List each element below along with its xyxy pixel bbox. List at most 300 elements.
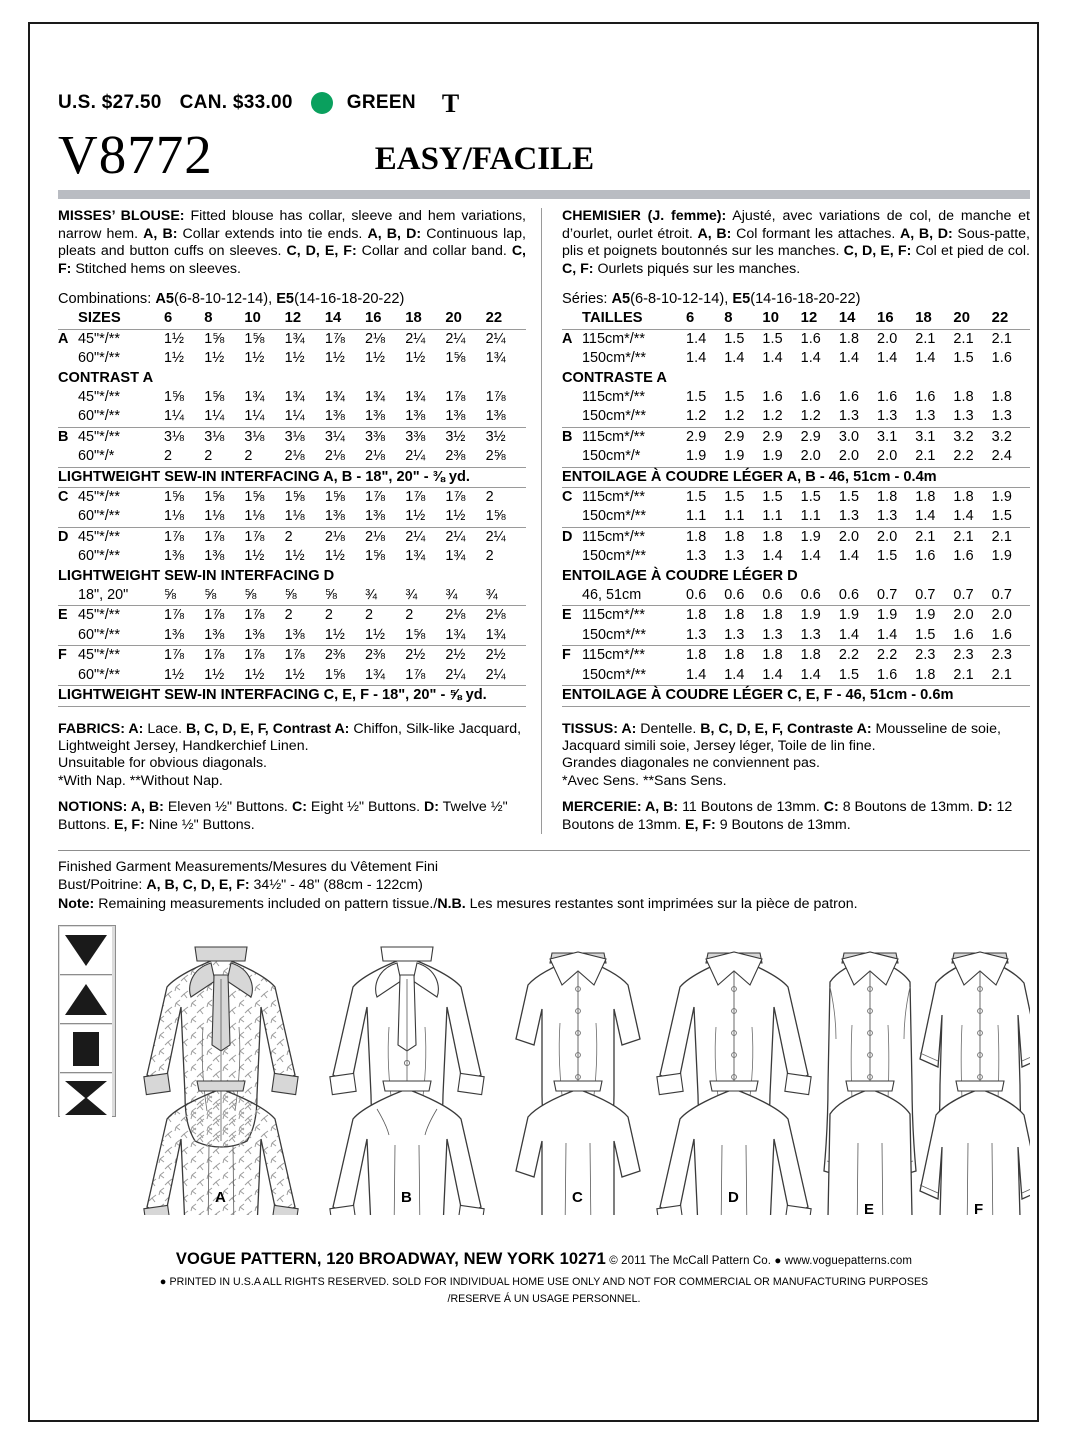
yardage-value: 2.1	[915, 330, 936, 347]
yardage-value: 1.8	[686, 527, 724, 547]
yardage-value: 2.0	[953, 606, 991, 626]
yardage-row	[562, 606, 1030, 626]
yardage-value: 1.4	[915, 508, 936, 525]
yardage-value: 1.5	[686, 389, 707, 405]
yardage-value: 1.8	[686, 646, 724, 666]
yardage-row	[58, 666, 526, 686]
yardage-value: 2¼	[405, 527, 445, 547]
yardage-row	[562, 507, 1030, 527]
yardage-value: 1½	[244, 350, 265, 367]
yardage-band-row	[562, 686, 1030, 706]
yardage-value: 1¾	[244, 389, 265, 405]
yardage-value: ¾	[405, 587, 418, 604]
fabric-width: 115cm*/**	[582, 527, 686, 547]
yardage-value: 1.8	[953, 389, 974, 405]
yardage-value: 1⅜	[164, 548, 185, 565]
yardage-value: 1.6	[953, 548, 974, 565]
yardage-value: 1½	[164, 350, 185, 367]
pattern-number: V8772	[58, 124, 213, 186]
yardage-value: 1⅝	[244, 330, 265, 347]
view-label-d: D	[728, 1189, 739, 1207]
yardage-row	[58, 407, 526, 427]
fabric-width: 115cm*/**	[582, 330, 645, 347]
yardage-value: 1⅝	[204, 330, 225, 347]
yardage-value: 1.4	[762, 666, 783, 683]
english-fabrics: FABRICS: A: Lace. B, C, D, E, F, Contrast A: Chiffon, Silk-like Jacquard, Lightweight Jersey, Handkerchief Linen. Unsuitable for obvious diagonals. *With Nap. **Without Nap.	[58, 720, 522, 789]
view-letter	[58, 507, 78, 527]
band-label: LIGHTWEIGHT SEW-IN INTERFACING C, E, F - 18", 20" - ⅝ yd.	[58, 686, 526, 706]
yardage-value: 2⅛	[365, 527, 405, 547]
yardage-value: 1.6	[991, 626, 1012, 643]
yardage-value: 1.3	[915, 408, 936, 425]
yardage-value: 1⅛	[164, 508, 185, 525]
yardage-value: 1.3	[724, 548, 745, 565]
french-fabrics: TISSUS: A: Dentelle. B, C, D, E, F, Contraste A: Mousseline de soie, Jacquard simili soie, Jersey léger, Toile de lin fine. Grandes diagonales ne conviennent pas. *Avec Sens. **Sans Sens.	[562, 720, 1001, 789]
fabric-width: 115cm*/**	[582, 489, 645, 506]
yardage-value: 2½	[445, 646, 485, 666]
view-letter: C	[58, 489, 69, 506]
hourglass-icon	[65, 1081, 107, 1115]
yardage-value: 1.4	[800, 666, 821, 683]
yardage-value: ¾	[365, 587, 378, 604]
size-header-10: 10	[762, 309, 800, 329]
yardage-value: 1¾	[284, 389, 305, 405]
view-letter	[562, 507, 582, 527]
yardage-value: 2⅜	[365, 646, 405, 666]
yardage-value: 1⅞	[365, 489, 386, 506]
yardage-value: 0.7	[915, 587, 936, 604]
yardage-value: 1⅝	[485, 508, 506, 525]
yardage-value: 2⅛	[284, 448, 305, 465]
yardage-value: 1¾	[324, 389, 345, 405]
yardage-value: 3.2	[992, 427, 1030, 447]
yardage-value: 1.4	[724, 666, 745, 683]
yardage-value: 2	[325, 606, 365, 626]
size-header-8: 8	[204, 309, 244, 329]
yardage-value: 1.3	[686, 626, 707, 643]
yardage-value: 1½	[284, 350, 305, 367]
yardage-value: 1⅝	[284, 489, 305, 506]
yardage-value: 1½	[365, 350, 386, 367]
yardage-row	[562, 407, 1030, 427]
yardage-value: 1⅞	[445, 489, 466, 506]
yardage-sub-row	[58, 369, 526, 388]
yardage-value: 1¾	[445, 626, 466, 643]
yardage-value: 1½	[324, 548, 345, 565]
fabric-width: 150cm*/**	[582, 508, 646, 525]
yardage-value: 1.1	[724, 508, 745, 525]
yardage-value: 1.5	[800, 489, 821, 506]
yardage-value: 0.7	[953, 587, 974, 604]
yardage-value: 1½	[244, 548, 265, 565]
view-letter	[58, 626, 78, 646]
yardage-value: 1.3	[800, 626, 821, 643]
yardage-value: 2⅛	[324, 448, 345, 465]
yardage-row	[562, 349, 1030, 368]
yardage-value: 2.2	[953, 448, 974, 465]
symbol-key-box	[58, 925, 116, 1117]
view-letter: B	[58, 427, 78, 447]
content-area	[58, 88, 1031, 1219]
yardage-value: 2.1	[991, 330, 1012, 347]
english-description: MISSES’ BLOUSE: Fitted blouse has collar, sleeve and hem variations, narrow hem. A, B: Collar extends into tie ends. A, B, D: Continuous lap, pleats and button cuffs on sleeves. C, D, E, F: Collar and collar band. C, F: Stitched hems on sleeves.	[58, 208, 526, 277]
yardage-value: 1.3	[762, 626, 783, 643]
yardage-value: 1⅝	[324, 666, 345, 683]
yardage-value: 1.5	[838, 666, 860, 683]
yardage-row	[58, 349, 526, 368]
size-header-16: 16	[877, 309, 915, 329]
yardage-value: 0.6	[686, 587, 707, 604]
yardage-value: 1.3	[877, 408, 898, 425]
yardage-value: 0.7	[877, 587, 898, 604]
yardage-value: 1.8	[838, 330, 860, 347]
yardage-value: 1⅞	[204, 606, 244, 626]
view-label-f: F	[974, 1201, 984, 1219]
yardage-value: 1.8	[724, 646, 762, 666]
yardage-row	[58, 488, 526, 508]
yardage-value: 2	[285, 606, 325, 626]
yardage-value: 3¼	[325, 427, 365, 447]
yardage-value: 1½	[284, 666, 305, 683]
yardage-value: 1.6	[877, 389, 898, 405]
yardage-value: 1⅜	[244, 626, 265, 643]
yardage-value: 1⅜	[284, 626, 305, 643]
fabric-width: 45"*/**	[78, 389, 120, 405]
view-letter: D	[562, 527, 582, 547]
size-header-14: 14	[839, 309, 877, 329]
yardage-value: 1.4	[686, 350, 707, 367]
column-divider	[541, 208, 542, 834]
yardage-value: 2⅛	[445, 606, 485, 626]
yardage-value: 1.4	[724, 350, 745, 367]
size-header-18: 18	[405, 309, 445, 329]
yardage-value: 0.6	[762, 587, 783, 604]
view-label-c: C	[572, 1189, 583, 1207]
price-line	[58, 88, 1030, 118]
yardage-value: 1¾	[284, 330, 305, 347]
yardage-value: 2.0	[877, 527, 915, 547]
sub-label: CONTRASTE A	[562, 369, 667, 386]
fabric-width: 60"*/*	[78, 448, 115, 465]
yardage-value: 1⅞	[405, 666, 426, 683]
yardage-value: ¾	[485, 587, 498, 604]
yardage-value: 1.8	[953, 489, 974, 506]
yardage-value: 1.8	[915, 666, 936, 683]
yardage-value: 0.6	[724, 587, 745, 604]
yardage-value: 1¾	[405, 389, 426, 405]
yardage-value: ⅝	[244, 587, 257, 604]
yardage-row	[562, 388, 1030, 407]
yardage-value: 1½	[445, 508, 466, 525]
color-name: GREEN	[346, 92, 416, 113]
fabric-width: 150cm*/*	[582, 448, 641, 465]
fabric-width: 60"*/**	[78, 508, 120, 525]
garment-illustrations	[58, 923, 1030, 1219]
yardage-row	[58, 507, 526, 527]
fabric-width: 45"*/**	[78, 427, 164, 447]
fabric-width: 45"*/**	[78, 330, 120, 347]
yardage-value: 2¼	[445, 330, 466, 347]
view-letter	[58, 349, 78, 368]
fabric-width: 150cm*/**	[582, 350, 646, 367]
yardage-band-row	[562, 467, 1030, 487]
size-header-22: 22	[992, 309, 1030, 329]
yardage-value: 1.9	[801, 527, 839, 547]
yardage-value: 2.1	[991, 666, 1012, 683]
yardage-row	[58, 646, 526, 666]
yardage-value: 2	[244, 448, 253, 465]
us-price: U.S. $27.50	[58, 92, 162, 113]
fabric-width: 115cm*/**	[582, 606, 686, 626]
sub-label: LIGHTWEIGHT SEW-IN INTERFACING D	[58, 567, 335, 584]
yardage-value: 2.3	[992, 646, 1030, 666]
yardage-value: 2.2	[839, 646, 877, 666]
view-letter	[58, 586, 78, 606]
yardage-value: 1⅜	[445, 408, 466, 425]
yardage-value: 1⅛	[244, 508, 265, 525]
yardage-row	[58, 329, 526, 349]
yardage-value: 1⅜	[365, 508, 386, 525]
yardage-value: 1.2	[686, 408, 707, 425]
view-letter	[562, 666, 582, 686]
yardage-value: 1.4	[838, 350, 860, 367]
sizes-label: SIZES	[78, 309, 164, 329]
yardage-value: 1.5	[991, 508, 1012, 525]
view-letter: E	[58, 606, 78, 626]
yardage-value: 2	[285, 527, 325, 547]
yardage-value: 2.9	[762, 427, 800, 447]
yardage-band-row	[58, 467, 526, 487]
yardage-value: 0.6	[838, 587, 860, 604]
english-yardage-body	[58, 309, 526, 706]
can-price: CAN. $33.00	[179, 92, 293, 113]
yardage-value: 1⅞	[244, 606, 284, 626]
yardage-value: 1.4	[800, 548, 821, 565]
yardage-value: 1.5	[838, 489, 860, 506]
yardage-value: 1⅛	[284, 508, 305, 525]
yardage-value: 3⅛	[244, 427, 284, 447]
fabric-width: 60"*/**	[78, 350, 120, 367]
spacer-cell	[58, 309, 78, 329]
yardage-value: 1¾	[365, 666, 386, 683]
fabric-width: 45"*/**	[78, 646, 164, 666]
yardage-value: 1.9	[762, 448, 783, 465]
yardage-value: 3⅜	[405, 427, 445, 447]
yardage-value: 1.4	[686, 666, 707, 683]
fabric-width: 115cm*/**	[582, 427, 686, 447]
yardage-value: 3.0	[839, 427, 877, 447]
yardage-value: 0.6	[800, 587, 821, 604]
spacer-cell	[562, 309, 582, 329]
yardage-value: 1.2	[762, 408, 783, 425]
yardage-value: 1⅝	[324, 489, 345, 506]
view-label-b: B	[401, 1189, 412, 1207]
fabric-width: 150cm*/**	[582, 408, 646, 425]
yardage-value: 1.1	[762, 508, 783, 525]
yardage-value: 1⅞	[485, 389, 506, 405]
sub-label: CONTRAST A	[58, 369, 154, 386]
yardage-value: 2½	[405, 646, 445, 666]
yardage-value: 1.9	[877, 606, 915, 626]
yardage-value: 1½	[405, 350, 426, 367]
yardage-value: 1.2	[800, 408, 821, 425]
fabric-width: 115cm*/**	[582, 389, 645, 405]
yardage-value: 2.0	[992, 606, 1030, 626]
fabric-width: 150cm*/**	[582, 626, 646, 643]
yardage-value: 1.5	[724, 330, 745, 347]
title-row	[58, 124, 1030, 186]
size-header-18: 18	[915, 309, 953, 329]
yardage-value: 3⅜	[365, 427, 405, 447]
yardage-value: 2¼	[405, 330, 426, 347]
yardage-row	[58, 447, 526, 467]
yardage-value: 2.9	[724, 427, 762, 447]
yardage-value: 1⅜	[365, 408, 386, 425]
yardage-value: 2⅛	[486, 606, 526, 626]
yardage-value: 1.4	[686, 330, 707, 347]
yardage-value: 2.4	[991, 448, 1012, 465]
yardage-value: 2	[405, 606, 445, 626]
yardage-value: 1.3	[838, 408, 860, 425]
yardage-value: 1⅜	[204, 626, 225, 643]
yardage-value: 1.5	[953, 350, 974, 367]
yardage-value: 1⅝	[445, 350, 466, 367]
yardage-value: 1.6	[800, 389, 821, 405]
yardage-value: 1.4	[915, 350, 936, 367]
yardage-value: ⅝	[324, 587, 337, 604]
yardage-value: 1.9	[724, 448, 745, 465]
yardage-row	[562, 547, 1030, 566]
header-divider	[58, 190, 1030, 199]
yardage-value: 1.6	[915, 389, 936, 405]
yardage-row	[58, 427, 526, 447]
yardage-value: 2.1	[915, 527, 953, 547]
band-label: ENTOILAGE À COUDRE LÉGER A, B - 46, 51cm - 0.4m	[562, 467, 1030, 487]
footer-rights-text: PRINTED IN U.S.A ALL RIGHTS RESERVED. SOLD FOR INDIVIDUAL HOME USE ONLY AND NOT FOR COMMERCIAL OR MANUFACTURING PURPOSES	[169, 1276, 929, 1288]
view-letter	[562, 586, 582, 606]
yardage-value: 1.8	[915, 489, 936, 506]
fabric-width: 60"*/**	[78, 548, 120, 565]
yardage-value: 1.3	[724, 626, 745, 643]
view-letter: A	[562, 330, 573, 347]
yardage-value: 1⅞	[405, 489, 426, 506]
yardage-value: 2	[365, 606, 405, 626]
yardage-value: 1.6	[838, 389, 860, 405]
yardage-value: 1.6	[991, 350, 1012, 367]
yardage-value: 3⅛	[164, 427, 204, 447]
french-fabrics-notions	[562, 721, 1030, 834]
yardage-value: 1½	[284, 548, 305, 565]
yardage-value: 2¼	[486, 527, 526, 547]
yardage-value: 1½	[164, 666, 185, 683]
yardage-value: 2.1	[953, 330, 974, 347]
yardage-value: 1⅝	[365, 548, 386, 565]
yardage-row	[58, 547, 526, 566]
yardage-value: 1.8	[762, 527, 800, 547]
yardage-row	[58, 586, 526, 606]
size-header-16: 16	[365, 309, 405, 329]
yardage-value: 1⅝	[164, 489, 185, 506]
yardage-value: 1.2	[724, 408, 745, 425]
yardage-value: 2.0	[838, 448, 860, 465]
yardage-value: 1⅞	[164, 527, 204, 547]
yardage-value: 1.6	[800, 330, 821, 347]
french-notions: MERCERIE: A, B: 11 Boutons de 13mm. C: 8 Boutons de 13mm. D: 12 Boutons de 13mm. E, F: 9 Boutons de 13mm.	[562, 799, 1013, 833]
view-letter	[58, 547, 78, 566]
finished-bust: Bust/Poitrine: A, B, C, D, E, F: 34½" - 48" (88cm - 122cm)	[58, 877, 423, 894]
yardage-value: 1.6	[915, 548, 936, 565]
size-header-6: 6	[686, 309, 724, 329]
size-header-20: 20	[953, 309, 991, 329]
yardage-value: 1.4	[838, 626, 860, 643]
yardage-row	[562, 447, 1030, 467]
yardage-value: 1½	[164, 330, 185, 347]
yardage-value: 1.5	[762, 330, 783, 347]
french-combinations: Séries: A5(6-8-10-12-14), E5(14-16-18-20-22)	[562, 291, 861, 308]
fabric-width: 60"*/**	[78, 408, 120, 425]
yardage-value: 1.8	[762, 646, 800, 666]
fabric-width: 60"*/**	[78, 666, 120, 683]
yardage-value: 1⅝	[405, 626, 426, 643]
yardage-value: ⅝	[164, 587, 177, 604]
yardage-value: 2⅜	[445, 448, 466, 465]
yardage-value: 2¼	[485, 666, 506, 683]
yardage-value: 2.1	[953, 666, 974, 683]
yardage-row	[58, 388, 526, 407]
yardage-row	[58, 606, 526, 626]
yardage-value: 2.2	[877, 646, 915, 666]
yardage-value: 1.3	[838, 508, 860, 525]
yardage-value: 1.5	[724, 389, 745, 405]
triangle-down-icon	[65, 935, 107, 966]
yardage-value: 1.6	[953, 626, 974, 643]
yardage-value: 1.8	[724, 527, 762, 547]
yardage-value: 1½	[365, 626, 386, 643]
yardage-value: 1½	[204, 666, 225, 683]
yardage-value: 1.4	[800, 350, 821, 367]
yardage-value: 0.7	[991, 587, 1012, 604]
yardage-value: 1¾	[365, 389, 386, 405]
yardage-row	[562, 666, 1030, 686]
yardage-value: 1⅜	[485, 408, 506, 425]
yardage-value: 1.3	[953, 408, 974, 425]
french-description: CHEMISIER (J. femme): Ajusté, avec variations de col, de manche et d’ourlet, ourlet étroit. A, B: Col formant les attaches. A, B, D: Sous-patte, plis et poignets boutonnés sur les manches. C, D, E, F: Col et pied de col. C, F: Ourlets piqués sur les manches.	[562, 208, 1031, 277]
size-header-14: 14	[325, 309, 365, 329]
footer-company: VOGUE PATTERN, 120 BROADWAY, NEW YORK 10271 © 2011 The McCall Pattern Co. ● www.voguepatterns.com	[175, 1250, 913, 1268]
yardage-value: 1.9	[915, 606, 953, 626]
view-letter	[562, 349, 582, 368]
yardage-value: 2¼	[445, 527, 485, 547]
view-letter: A	[58, 330, 69, 347]
yardage-value: 2.0	[877, 330, 898, 347]
size-header-10: 10	[244, 309, 284, 329]
view-letter: E	[562, 606, 582, 626]
yardage-value: 3½	[445, 427, 485, 447]
yardage-value: 1⅝	[204, 489, 225, 506]
yardage-row	[562, 488, 1030, 508]
yardage-value: 1.8	[762, 606, 800, 626]
yardage-value: 2.1	[915, 448, 936, 465]
yardage-row	[58, 527, 526, 547]
difficulty-label: EASY/FACILE	[374, 141, 595, 177]
yardage-value: 1¾	[485, 626, 506, 643]
yardage-value: 2¼	[405, 448, 426, 465]
yardage-value: 1.8	[991, 389, 1012, 405]
view-label-e: E	[864, 1201, 875, 1219]
color-dot-icon	[311, 92, 333, 114]
yardage-band-row	[58, 686, 526, 706]
fabric-width: 60"*/**	[78, 626, 120, 643]
